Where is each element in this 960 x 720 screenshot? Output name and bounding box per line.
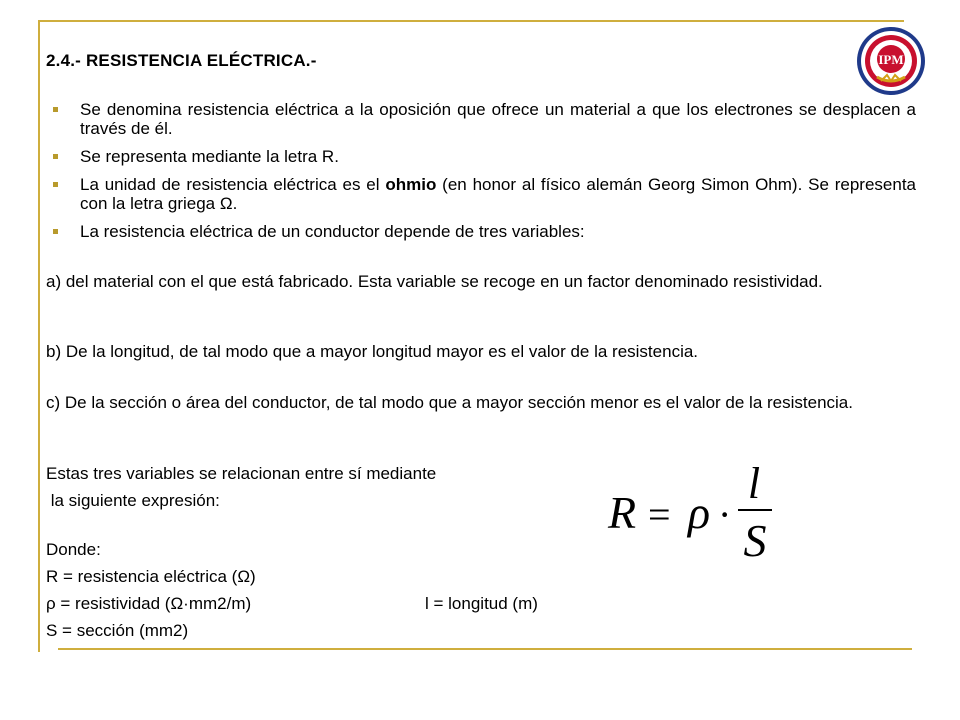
slide-title: 2.4.- RESISTENCIA ELÉCTRICA.- [46,51,317,70]
svg-text:IPM: IPM [878,52,904,67]
paragraph-section: c) De la sección o área del conductor, de tal modo que a mayor sección menor es el valor de la resistencia. [46,393,853,412]
formula-numerator: l [747,459,761,508]
institute-logo [855,25,927,97]
formula-dot: · [718,492,732,537]
frame-bottom-rule [58,648,912,650]
definition-l: l = longitud (m) [425,594,538,613]
bullet-list [48,100,916,250]
square-bullet-icon [53,182,58,187]
expression-intro-line1: Estas tres variables se relacionan entre sí mediante [46,464,437,483]
frame-top-rule [38,20,904,22]
formula-rho: ρ [688,487,711,538]
ohmio-term: ohmio [385,175,437,194]
square-bullet-icon [53,229,58,234]
formula-r: R [608,487,637,538]
definition-r: R = resistencia eléctrica (Ω) [46,567,256,586]
formula-denominator: S [743,515,767,566]
expression-intro-line2: la siguiente expresión: [46,491,220,510]
paragraph-length: b) De la longitud, de tal modo que a mayor longitud mayor es el valor de la resistencia. [46,342,699,361]
resistance-formula [604,458,784,566]
definition-s: S = sección (mm2) [46,621,189,640]
frame-left-rule [38,20,40,652]
bullet-item: La resistencia eléctrica de un conductor depende de tres variables: [48,222,916,241]
bullet-item: Se representa mediante la letra R. [48,147,916,166]
bullet-item: La unidad de resistencia eléctrica es el ohmio (en honor al físico alemán Georg Simon Ohm). Se representa con la letra griega Ω. [48,175,916,213]
formula-equals: = [648,492,671,537]
definition-rho: ρ = resistividad (Ω·mm2/m) [46,594,252,613]
square-bullet-icon [53,107,58,112]
square-bullet-icon [53,154,58,159]
paragraph-material: a) del material con el que está fabricado. Esta variable se recoge en un factor denominado resistividad. [46,272,823,291]
definitions-heading: Donde: [46,540,101,559]
bullet-item: Se denomina resistencia eléctrica a la oposición que ofrece un material a que los electrones se desplacen a través de él. [48,100,916,138]
